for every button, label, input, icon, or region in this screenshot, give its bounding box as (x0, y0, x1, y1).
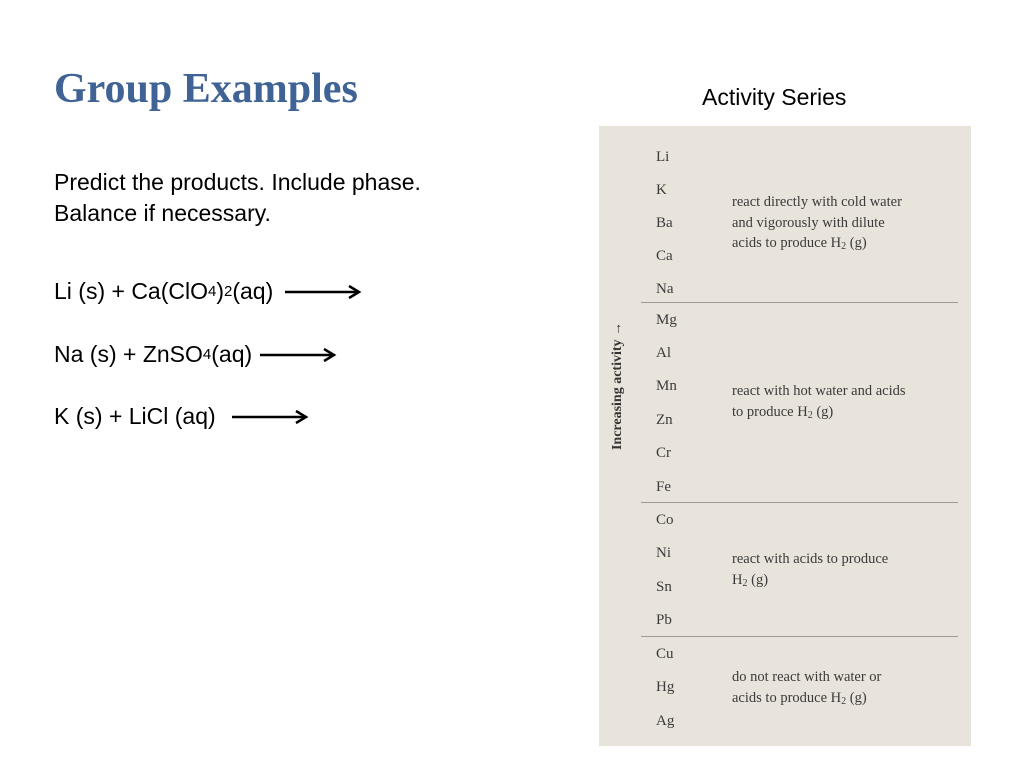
slide-title: Group Examples (54, 66, 358, 112)
metal-symbol: K (656, 182, 667, 198)
group-description (732, 381, 954, 422)
description-text: (g) (846, 689, 867, 706)
activity-series-table (599, 126, 971, 746)
metal-symbol: Sn (656, 579, 672, 595)
group-description (732, 667, 954, 708)
metal-group-4 (641, 637, 958, 737)
equation-3 (54, 405, 310, 428)
equation-text: ) (216, 278, 225, 304)
instructions (54, 167, 421, 229)
equation-1: Li (s) + Ca(ClO 4 ) 2 (aq) (54, 280, 363, 303)
description-line (732, 233, 954, 254)
increasing-activity-axis (603, 286, 633, 486)
description-text: (g) (747, 571, 769, 588)
metal-symbol: Fe (656, 479, 671, 495)
metal-symbol: Mg (656, 312, 677, 328)
metal-symbol: Cu (656, 646, 674, 662)
group-description (732, 549, 954, 590)
description-line: and vigorously with dilute (732, 214, 885, 231)
instruction-line: Balance if necessary. (54, 200, 271, 226)
metal-symbol: Co (656, 512, 674, 528)
description-text: to produce H (732, 403, 808, 420)
description-line: react directly with cold water (732, 194, 902, 210)
description-line: react with acids to produce (732, 551, 889, 567)
description-subscript: 2 (841, 695, 847, 707)
description-text: (g) (846, 235, 867, 251)
description-text: acids to produce H (732, 689, 842, 706)
equation-text: (aq) (211, 341, 253, 367)
metal-symbol: Al (656, 345, 671, 361)
equation-text: Li (s) + Ca(ClO (54, 278, 208, 304)
description-text: (g) (812, 403, 834, 420)
axis-label: Increasing activity → (610, 321, 626, 451)
description-line: react with hot water and acids (732, 383, 906, 399)
equation-text: (aq) (232, 278, 274, 304)
description-subscript: 2 (841, 241, 847, 252)
metal-symbol: Pb (656, 612, 672, 628)
equation-text: Na (s) + ZnSO (54, 341, 203, 367)
equation-2: Na (s) + ZnSO 4 (aq) (54, 343, 338, 366)
reaction-arrow-icon (230, 409, 310, 425)
instruction-line: Predict the products. Include phase. (54, 169, 421, 195)
reaction-arrow-icon (283, 284, 363, 300)
metal-symbol: Mn (656, 378, 677, 394)
metal-symbol: Cr (656, 445, 671, 461)
description-line (732, 402, 954, 423)
metal-symbol: Li (656, 149, 670, 165)
description-line: do not react with water or (732, 669, 882, 685)
metal-symbol: Ba (656, 215, 673, 231)
metal-group-3 (641, 503, 958, 637)
metal-symbol: Na (656, 281, 674, 297)
metal-group-2 (641, 303, 958, 503)
metal-symbol: Ag (656, 713, 675, 729)
metal-symbol: Ca (656, 248, 673, 264)
description-text: H (732, 571, 743, 588)
metal-symbol: Ni (656, 545, 671, 561)
equation-text: K (s) + LiCl (aq) (54, 403, 216, 429)
reaction-arrow-icon (258, 347, 338, 363)
description-line (732, 570, 954, 591)
metal-group-1 (641, 136, 958, 303)
group-description (732, 192, 954, 254)
description-subscript: 2 (807, 409, 813, 421)
activity-series-heading: Activity Series (702, 84, 847, 110)
metal-symbol: Hg (656, 679, 675, 695)
description-text: acids to produce H (732, 235, 842, 251)
metal-symbol: Zn (656, 412, 673, 428)
description-subscript: 2 (742, 577, 748, 589)
description-line (732, 688, 954, 709)
